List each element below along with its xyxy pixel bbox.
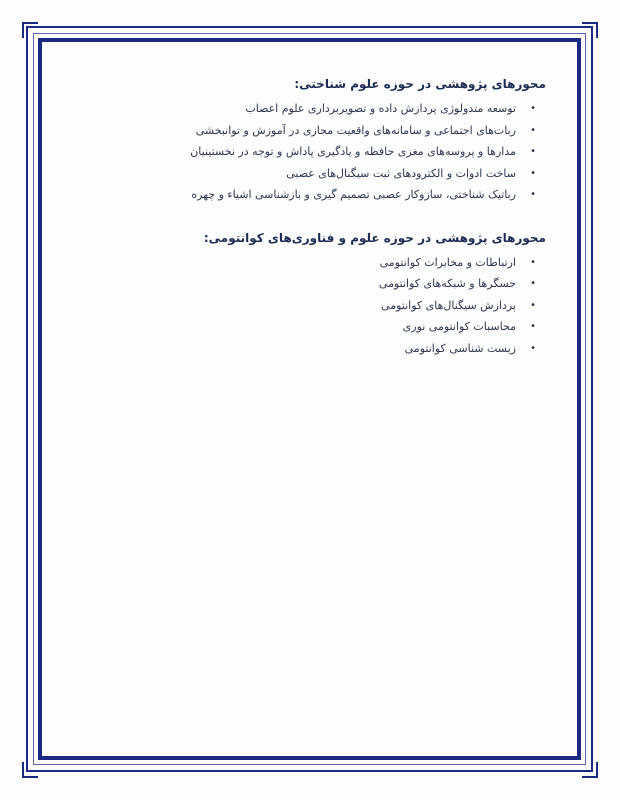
list-item-text: ارتباطات و مخابرات کوانتومی <box>379 255 516 269</box>
section-cognitive-sciences <box>60 74 546 206</box>
bullet-icon: • <box>530 167 536 179</box>
list-item-text: مدارها و پروسه‌های مغزی حافظه و یادگیری پاداش و توجه در نخستینیان <box>190 145 516 158</box>
bullet-icon: • <box>530 299 536 311</box>
document-content <box>60 74 546 381</box>
list-item <box>60 184 536 206</box>
list-item <box>60 120 536 142</box>
list-item <box>60 338 536 360</box>
section-quantum-sciences <box>60 228 546 360</box>
list-item-text: حسگرها و شبکه‌های کوانتومی <box>378 277 516 290</box>
bullet-list <box>60 98 546 206</box>
bullet-icon: • <box>530 189 536 200</box>
bullet-icon: • <box>530 124 536 136</box>
bullet-icon: • <box>530 103 536 114</box>
border-corner-top-left <box>22 22 38 38</box>
bullet-icon: • <box>530 321 536 332</box>
bullet-icon: • <box>530 342 536 354</box>
list-item <box>60 316 536 338</box>
list-item <box>60 163 536 185</box>
list-item <box>60 295 536 317</box>
bullet-icon: • <box>530 146 536 157</box>
list-item <box>60 252 536 274</box>
list-item-text: ساخت ادوات و الکترودهای ثبت سیگنال‌های عصبی <box>286 166 516 180</box>
section-heading: محورهای پژوهشی در حوزه علوم و فناوری‌های کوانتومی: <box>203 230 546 245</box>
bullet-list <box>60 252 546 360</box>
list-item-text: توسعه متدولوژی پردازش داده و تصویربرداری علوم اعصاب <box>245 102 516 115</box>
section-heading: محورهای پژوهشی در حوزه علوم شناختی: <box>294 77 546 91</box>
list-item-text: محاسبات کوانتومی نوری <box>402 320 516 333</box>
border-corner-bottom-right <box>582 762 598 778</box>
list-item <box>60 273 536 295</box>
list-item-text: ربات‌های اجتماعی و سامانه‌های واقعیت مجازی در آموزش و توانبخشی <box>195 123 516 137</box>
list-item-text: پردازش سیگنال‌های کوانتومی <box>381 298 516 312</box>
border-corner-bottom-left <box>22 762 38 778</box>
list-item-text: زیست شناسی کوانتومی <box>404 341 516 355</box>
bullet-icon: • <box>530 278 536 289</box>
list-item <box>60 141 536 163</box>
bullet-icon: • <box>530 256 536 268</box>
list-item <box>60 98 536 120</box>
border-corner-top-right <box>582 22 598 38</box>
list-item-text: رباتیک شناختی، سازوکار عصبی تصمیم گیری و بازشناسی اشیاء و چهره <box>191 188 516 201</box>
